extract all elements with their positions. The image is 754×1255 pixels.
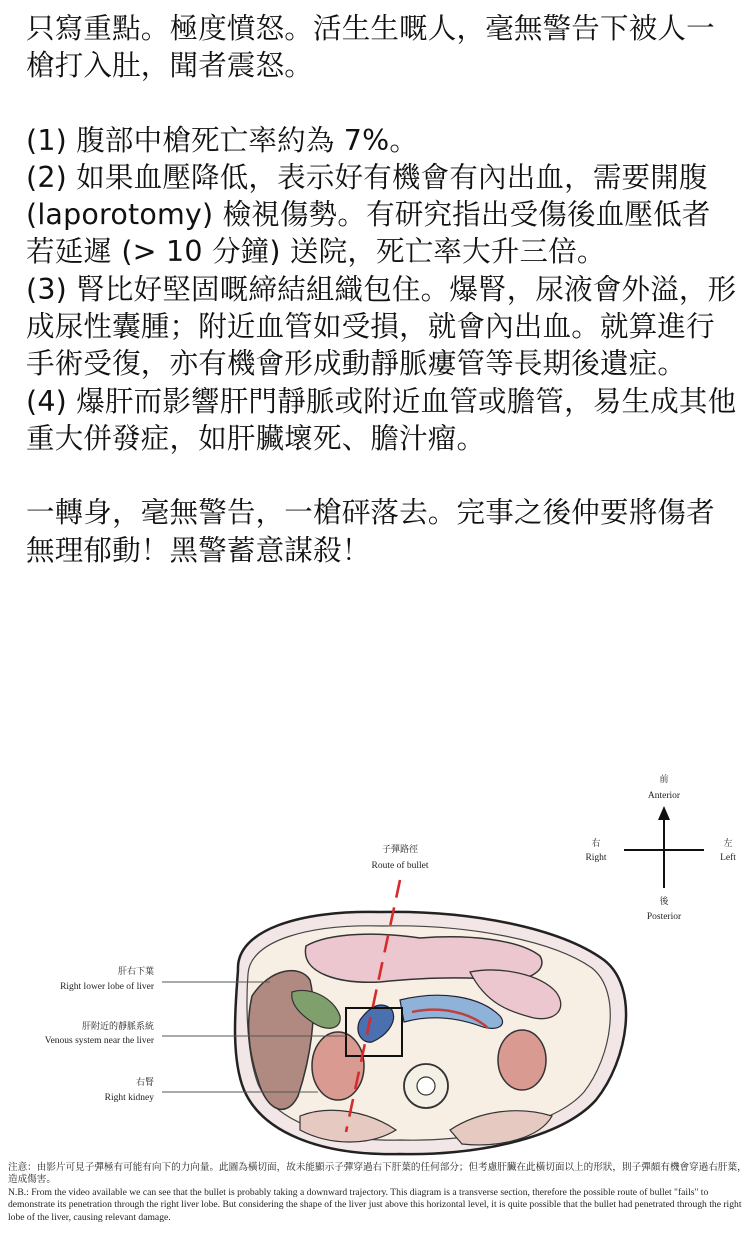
- bullet-route-zh: 子彈路徑: [381, 845, 419, 855]
- transverse-section-diagram: [0, 760, 754, 1160]
- anterior-en: Anterior: [647, 791, 681, 801]
- paragraph-gap: [26, 457, 738, 494]
- venous-label-en: Venous system near the liver: [44, 1036, 154, 1046]
- bullet-route-en: Route of bullet: [371, 861, 429, 871]
- liver-label-en: Right lower lobe of liver: [60, 982, 154, 992]
- note-zh: 注意：由影片可見子彈極有可能有向下的力向量。此圖為橫切面，故未能顯示子彈穿過右下肝葉的任何部分；但考慮肝臟在此橫切面以上的形狀，則子彈頗有機會穿過右肝葉，造成傷害。: [8, 1162, 747, 1186]
- right-en: Right: [585, 853, 607, 863]
- paragraph-gap: [26, 85, 738, 122]
- figure-notes: [8, 1162, 748, 1224]
- orientation-compass: [585, 773, 736, 922]
- posterior-en: Posterior: [646, 912, 682, 922]
- venous-label-zh: 肝附近的靜脈系統: [81, 1022, 154, 1032]
- intro-paragraph: 只寫重點。極度憤怒。活生生嘅人，毫無警告下被人一槍打入肚，聞者震怒。: [26, 12, 715, 83]
- note-en: N.B.: From the video available we can see that the bullet is probably taking a downward trajectory. This diagram is a transverse section, therefore the possible route of bullet "fails" to demonstrate its penetration through the right liver lobe. But considering the shape of the liver just above this horizontal level, it is quite possible that the bullet had penetrated through the right lobe of the liver, causing relevant damage.: [8, 1186, 742, 1223]
- right-zh: 右: [591, 839, 601, 849]
- kidney-label-en: Right kidney: [104, 1093, 154, 1103]
- anterior-zh: 前: [659, 775, 669, 785]
- article-text: [26, 10, 738, 569]
- closing-paragraph: 一轉身，毫無警告，一槍砰落去。完事之後仲要將傷者無理郁動！黑警蓄意謀殺！: [26, 496, 715, 567]
- left-en: Left: [720, 853, 736, 863]
- posterior-zh: 後: [659, 897, 669, 907]
- abdomen-cross-section: [235, 912, 626, 1154]
- left-zh: 左: [723, 839, 733, 849]
- point-4: (4) 爆肝而影響肝門靜脈或附近血管或膽管，易生成其他重大併發症，如肝臟壞死、膽汁瘤。: [26, 384, 737, 455]
- point-1: (1) 腹部中槍死亡率約為 7%。: [26, 123, 419, 157]
- liver-label-zh: 肝右下葉: [117, 967, 154, 977]
- point-2: (2) 如果血壓降低，表示好有機會有內出血，需要開腹 (laporotomy) 檢視傷勢。有研究指出受傷後血壓低者若延遲 (> 10 分鐘) 送院，死亡率大升三倍。: [26, 160, 711, 269]
- point-3: (3) 腎比好堅固嘅締結組織包住。爆腎，尿液會外溢，形成尿性囊腫；附近血管如受損，就會內出血。就算進行手術受復，亦有機會形成動靜脈瘻管等長期後遺症。: [26, 272, 737, 381]
- kidney-label-zh: 右腎: [135, 1078, 154, 1088]
